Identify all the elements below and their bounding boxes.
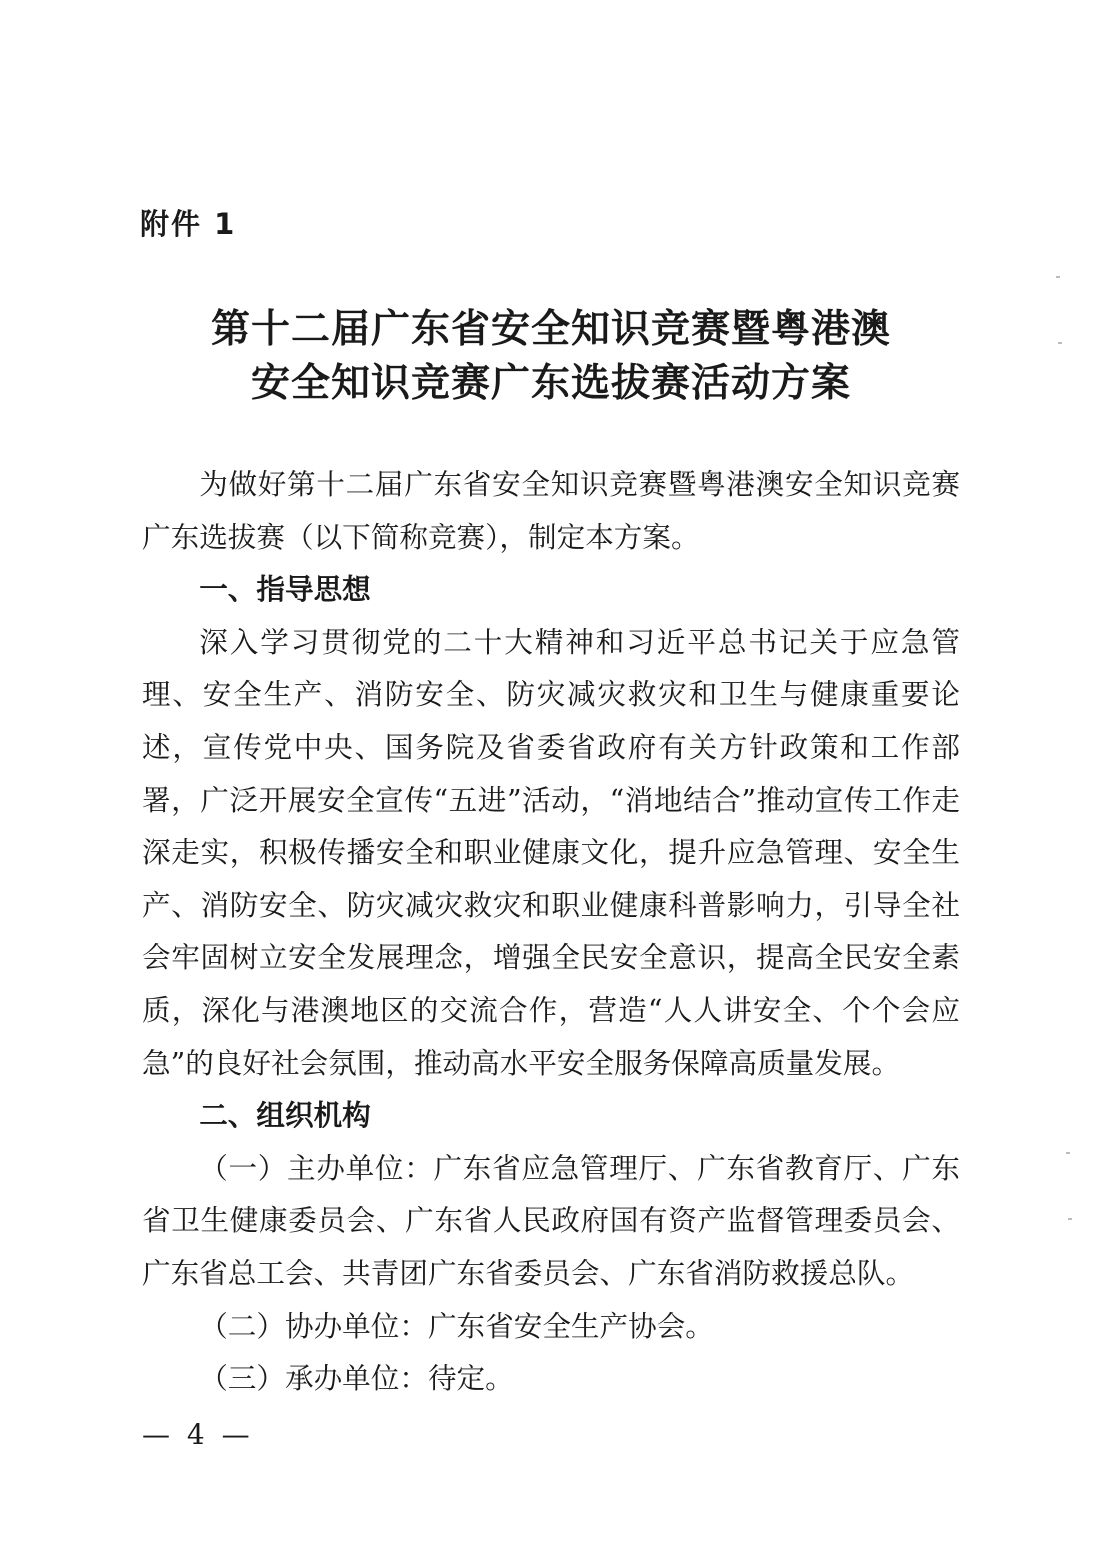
section-heading-guiding-ideology: 一、指导思想 [199, 572, 371, 607]
page-number: — 4 — [142, 1418, 254, 1451]
attachment-label: 附件 1 [140, 207, 237, 241]
undertaker-paragraph: （三）承办单位：待定。 [199, 1361, 514, 1396]
co-organizer-paragraph: （二）协办单位：广东省安全生产协会。 [199, 1308, 714, 1343]
scan-speck [1058, 342, 1062, 344]
scan-speck [1068, 1218, 1072, 1220]
intro-paragraph: 为做好第十二届广东省安全知识竞赛暨粤港澳安全知识竞赛广东选拔赛（以下简称竞赛），制定本方案。 [142, 467, 960, 554]
section-heading-organization: 二、组织机构 [199, 1098, 371, 1133]
document-title-line-1: 第十二届广东省安全知识竞赛暨粤港澳 [210, 306, 891, 352]
document-title-line-2: 安全知识竞赛广东选拔赛活动方案 [250, 360, 851, 406]
document-body [142, 458, 960, 1405]
scan-speck [1056, 276, 1060, 278]
guiding-ideology-paragraph: 深入学习贯彻党的二十大精神和习近平总书记关于应急管理、安全生产、消防安全、防灾减灾救灾和卫生与健康重要论述，宣传党中央、国务院及省委省政府有关方针政策和工作部署，广泛开展安全宣传“五进”活动，“消地结合”推动宣传工作走深走实，积极传播安全和职业健康文化，提升应急管理、安全生产、消防安全、防灾减灾救灾和职业健康科普影响力，引导全社会牢固树立安全发展理念，增强全民安全意识，提高全民安全素质，深化与港澳地区的交流合作，营造“人人讲安全、个个会应急”的良好社会氛围，推动高水平安全服务保障高质量发展。 [142, 624, 960, 1080]
organizer-paragraph: （一）主办单位：广东省应急管理厅、广东省教育厅、广东省卫生健康委员会、广东省人民政府国有资产监督管理委员会、广东省总工会、共青团广东省委员会、广东省消防救援总队。 [142, 1150, 960, 1290]
scan-speck [1066, 1152, 1070, 1154]
